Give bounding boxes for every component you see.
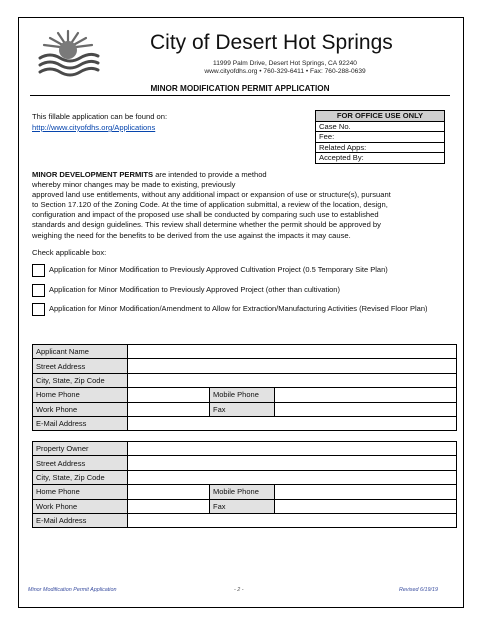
owner-email-input[interactable]	[128, 513, 457, 527]
owner-city-label: City, State, Zip Code	[33, 470, 128, 484]
description-line: configuration and impact of the proposed use shall be conducted by comparing such use to established	[32, 210, 379, 220]
office-use-box	[315, 110, 445, 164]
footer-revision: Revised 6/19/19	[399, 587, 438, 593]
applicant-work-phone-input[interactable]	[128, 402, 210, 416]
owner-street-label: Street Address	[33, 456, 128, 470]
applicant-email-label: E-Mail Address	[33, 416, 128, 430]
applicant-email-input[interactable]	[128, 416, 457, 430]
applicant-city-input[interactable]	[128, 373, 457, 387]
owner-mobile-phone-input[interactable]	[275, 485, 457, 499]
applicant-home-phone-input[interactable]	[128, 388, 210, 402]
footer-form-name: Minor Modification Permit Application	[28, 587, 117, 593]
owner-email-label: E-Mail Address	[33, 513, 128, 527]
applicant-mobile-phone-label: Mobile Phone	[210, 388, 275, 402]
option-label: Application for Minor Modification to Previously Approved Cultivation Project (0.5 Temporary Site Plan)	[49, 265, 388, 274]
description-line: standards and design guidelines. This review shall determine whether the permit should be approved by	[32, 220, 381, 230]
city-contact: www.cityofdhs.org • 760-329-6411 • Fax: 760-288-0639	[204, 68, 366, 75]
owner-fax-input[interactable]	[275, 499, 457, 513]
case-no-field[interactable]: Case No.	[316, 121, 445, 132]
description-line	[32, 170, 444, 180]
applicant-work-phone-label: Work Phone	[33, 402, 128, 416]
applicant-street-input[interactable]	[128, 359, 457, 373]
owner-mobile-phone-label: Mobile Phone	[210, 485, 275, 499]
checkbox-extraction[interactable]	[32, 303, 45, 316]
applicant-home-phone-label: Home Phone	[33, 388, 128, 402]
description-line-rest: are intended to provide a method	[153, 170, 267, 179]
owner-fax-label: Fax	[210, 499, 275, 513]
fee-field[interactable]: Fee:	[316, 132, 445, 143]
owner-work-phone-input[interactable]	[128, 499, 210, 513]
accepted-by-field[interactable]: Accepted By:	[316, 153, 445, 164]
check-label: Check applicable box:	[32, 248, 107, 257]
checkbox-cultivation[interactable]	[32, 264, 45, 277]
description-line: whereby minor changes may be made to existing, previously	[32, 180, 236, 190]
description-line: weighing the need for the benefits to be derived from the use against the impacts it may cause.	[32, 230, 351, 240]
city-logo	[36, 28, 100, 80]
related-apps-field[interactable]: Related Apps:	[316, 142, 445, 153]
owner-home-phone-label: Home Phone	[33, 485, 128, 499]
applicant-name-input[interactable]	[128, 345, 457, 359]
checkbox-other[interactable]	[32, 284, 45, 297]
description-line: to Section 17.120 of the Zoning Code. At the time of application submittal, a review of the location, design,	[32, 200, 388, 210]
city-title: City of Desert Hot Springs	[150, 31, 393, 54]
owner-home-phone-input[interactable]	[128, 485, 210, 499]
applicant-fax-label: Fax	[210, 402, 275, 416]
description-bold: MINOR DEVELOPMENT PERMITS	[32, 170, 154, 179]
applicant-table	[32, 344, 457, 431]
applicant-name-label: Applicant Name	[33, 345, 128, 359]
option-label: Application for Minor Modification to Previously Approved Project (other than cultivation)	[49, 285, 340, 294]
applicant-fax-input[interactable]	[275, 402, 457, 416]
description-line: approved land use entitlements, without any additional impact or expansion of use or structure(s), pursuant	[32, 190, 391, 200]
owner-street-input[interactable]	[128, 456, 457, 470]
applicant-mobile-phone-input[interactable]	[275, 388, 457, 402]
owner-work-phone-label: Work Phone	[33, 499, 128, 513]
fillable-note: This fillable application can be found on:	[32, 112, 168, 121]
description	[32, 170, 444, 241]
applications-link[interactable]: http://www.cityofdhs.org/Applications	[32, 123, 156, 132]
office-use-title: FOR OFFICE USE ONLY	[316, 111, 445, 122]
option-label: Application for Minor Modification/Amendment to Allow for Extraction/Manufacturing Activities (Revised Floor Plan)	[49, 304, 428, 313]
owner-city-input[interactable]	[128, 470, 457, 484]
owner-name-label: Property Owner	[33, 442, 128, 456]
city-address: 11999 Palm Drive, Desert Hot Springs, CA 92240	[213, 60, 357, 67]
owner-table	[32, 441, 457, 528]
footer-page-number: - 2 -	[234, 587, 244, 593]
applicant-city-label: City, State, Zip Code	[33, 373, 128, 387]
owner-name-input[interactable]	[128, 442, 457, 456]
form-title: MINOR MODIFICATION PERMIT APPLICATION	[30, 84, 450, 96]
applicant-street-label: Street Address	[33, 359, 128, 373]
